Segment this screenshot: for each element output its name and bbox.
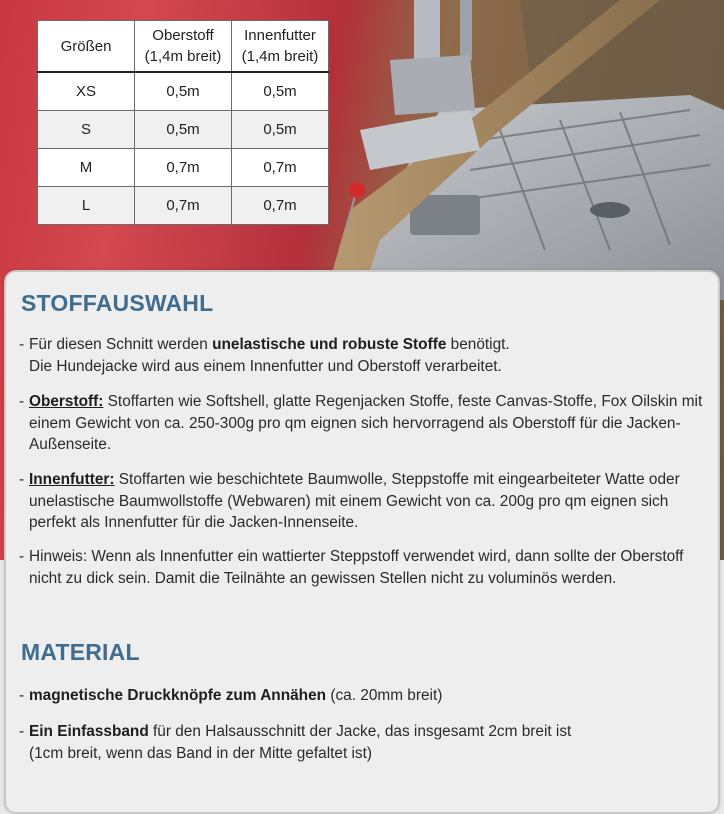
cell-outer-fabric: 0,7m <box>135 149 232 187</box>
cell-lining: 0,7m <box>232 187 329 225</box>
item-text: Für diesen Schnitt werden unelastische und robuste Stoffe benötigt. Die Hundejacke wird aus einem Innenfutter und Oberstoff verarbeitet. <box>29 336 510 375</box>
heading-material: MATERIAL <box>21 639 140 665</box>
list-item <box>19 721 709 764</box>
cell-lining: 0,5m <box>232 72 329 111</box>
item-text: Ein Einfassband für den Halsausschnitt der Jacke, das insgesamt 2cm breit ist (1cm breit, wenn das Band in der Mitte gefaltet ist) <box>29 723 572 762</box>
cell-lining: 0,5m <box>232 111 329 149</box>
list-item <box>19 469 709 534</box>
header-sizes: Größen <box>38 21 135 73</box>
cell-outer-fabric: 0,5m <box>135 72 232 111</box>
size-table-header-row <box>38 21 329 73</box>
item-text: Innenfutter: Stoffarten wie beschichtete Baumwolle, Steppstoffe mit eingearbeiteter Watte oder unelastische Baumwollstoffe (Webwaren) mit einem Gewicht von ca. 200g pro qm eignen sich perfekt als Innenfutter für die Jacken-Innenseite. <box>29 471 680 531</box>
item-text: magnetische Druckknöpfe zum Annähen (ca. 20mm breit) <box>29 687 443 704</box>
header-outer-fabric <box>135 21 232 73</box>
dash-bullet: - <box>19 336 25 353</box>
item-text: Hinweis: Wenn als Innenfutter ein wattierter Steppstoff verwendet wird, dann sollte der Oberstoff nicht zu dick sein. Damit die Teilnähte an gewissen Stellen nicht zu voluminös werden. <box>29 548 684 587</box>
header-outer-fabric-label: Oberstoff <box>152 27 214 44</box>
cell-outer-fabric: 0,7m <box>135 187 232 225</box>
table-row <box>38 72 329 111</box>
table-row <box>38 187 329 225</box>
info-panel <box>4 270 720 814</box>
dash-bullet: - <box>19 393 25 410</box>
header-lining <box>232 21 329 73</box>
list-item <box>19 685 709 707</box>
cell-size: S <box>38 111 135 149</box>
item-text: Oberstoff: Stoffarten wie Softshell, glatte Regenjacken Stoffe, feste Canvas-Stoffe, Fox Oilskin mit einem Gewicht von ca. 250-300g pro qm eignen sich hervorragend als Oberstoff für die Jacken- Außenseite. <box>29 393 703 453</box>
cell-size: XS <box>38 72 135 111</box>
cell-size: M <box>38 149 135 187</box>
heading-fabric-selection: STOFFAUSWAHL <box>21 290 214 316</box>
label-outer-fabric: Oberstoff: <box>29 393 104 410</box>
header-lining-width: (1,4m breit) <box>241 48 319 65</box>
header-lining-label: Innenfutter <box>244 27 316 44</box>
table-row <box>38 111 329 149</box>
dash-bullet: - <box>19 687 25 704</box>
header-outer-fabric-width: (1,4m breit) <box>144 48 222 65</box>
dash-bullet: - <box>19 471 25 488</box>
list-item <box>19 334 709 377</box>
list-item <box>19 546 709 589</box>
dash-bullet: - <box>19 548 25 565</box>
label-lining: Innenfutter: <box>29 471 115 488</box>
cell-size: L <box>38 187 135 225</box>
cell-lining: 0,7m <box>232 149 329 187</box>
table-row <box>38 149 329 187</box>
dash-bullet: - <box>19 723 25 740</box>
cell-outer-fabric: 0,5m <box>135 111 232 149</box>
list-item <box>19 391 709 456</box>
size-table <box>37 20 329 225</box>
